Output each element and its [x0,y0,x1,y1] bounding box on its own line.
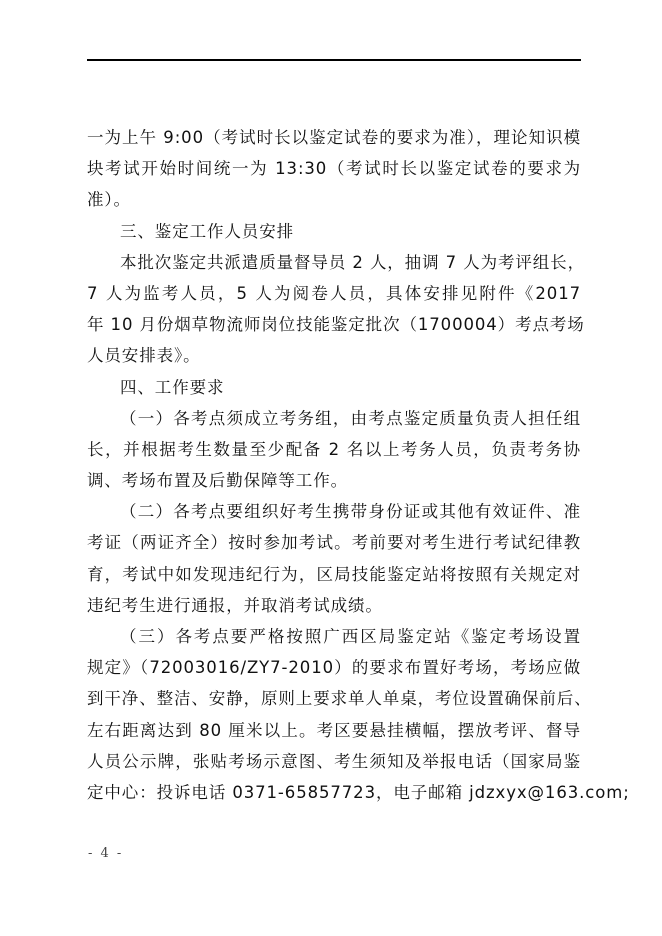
text-line: 7 人为监考人员，5 人为阅卷人员，具体安排见附件《2017 [87,283,581,303]
text-line: 长，并根据考生数量至少配备 2 名以上考务人员，负责考务协 [87,439,581,459]
text-line: 调、考场布置及后勤保障等工作。 [87,471,348,491]
page-number: - 4 - [88,846,124,861]
text-line: 块考试开始时间统一为 13:30（考试时长以鉴定试卷的要求为 [87,159,581,179]
text-line: 违纪考生进行通报，并取消考试成绩。 [87,595,383,615]
section-heading: 四、工作要求 [120,377,225,397]
text-line: 定中心：投诉电话 0371-65857723，电子邮箱 jdzxyx@163.com; [87,782,630,802]
text-line: 准）。 [87,190,131,210]
text-line: 左右距离达到 80 厘米以上。考区要悬挂横幅，摆放考评、督导 [87,720,581,740]
text-line: 年 10 月份烟草物流师岗位技能鉴定批次（1700004）考点考场 [87,315,585,335]
document-body [87,122,630,808]
header-rule [87,59,581,61]
text-line: 到干净、整洁、安静，原则上要求单人单桌，考位设置确保前后、 [87,689,592,709]
text-line: 育，考试中如发现违纪行为，区局技能鉴定站将按照有关规定对 [87,564,581,584]
text-line: 考证（两证齐全）按时参加考试。考前要对考生进行考试纪律教 [87,533,581,553]
text-line: （一）各考点须成立考务组，由考点鉴定质量负责人担任组 [120,408,581,428]
text-line: 规定》（72003016/ZY7-2010）的要求布置好考场，考场应做 [87,658,581,678]
text-line: 一为上午 9:00（考试时长以鉴定试卷的要求为准），理论知识模 [87,128,581,147]
text-line: 本批次鉴定共派遣质量督导员 2 人，抽调 7 人为考评组长， [120,252,585,272]
section-heading: 三、鉴定工作人员安排 [120,221,294,241]
text-line: （三）各考点要严格按照广西区局鉴定站《鉴定考场设置 [120,627,581,646]
text-line: 人员公示牌，张贴考场示意图、考生须知及举报电话（国家局鉴 [87,751,581,771]
text-line: 人员安排表》。 [87,346,201,366]
text-line: （二）各考点要组织好考生携带身份证或其他有效证件、准 [120,502,581,522]
